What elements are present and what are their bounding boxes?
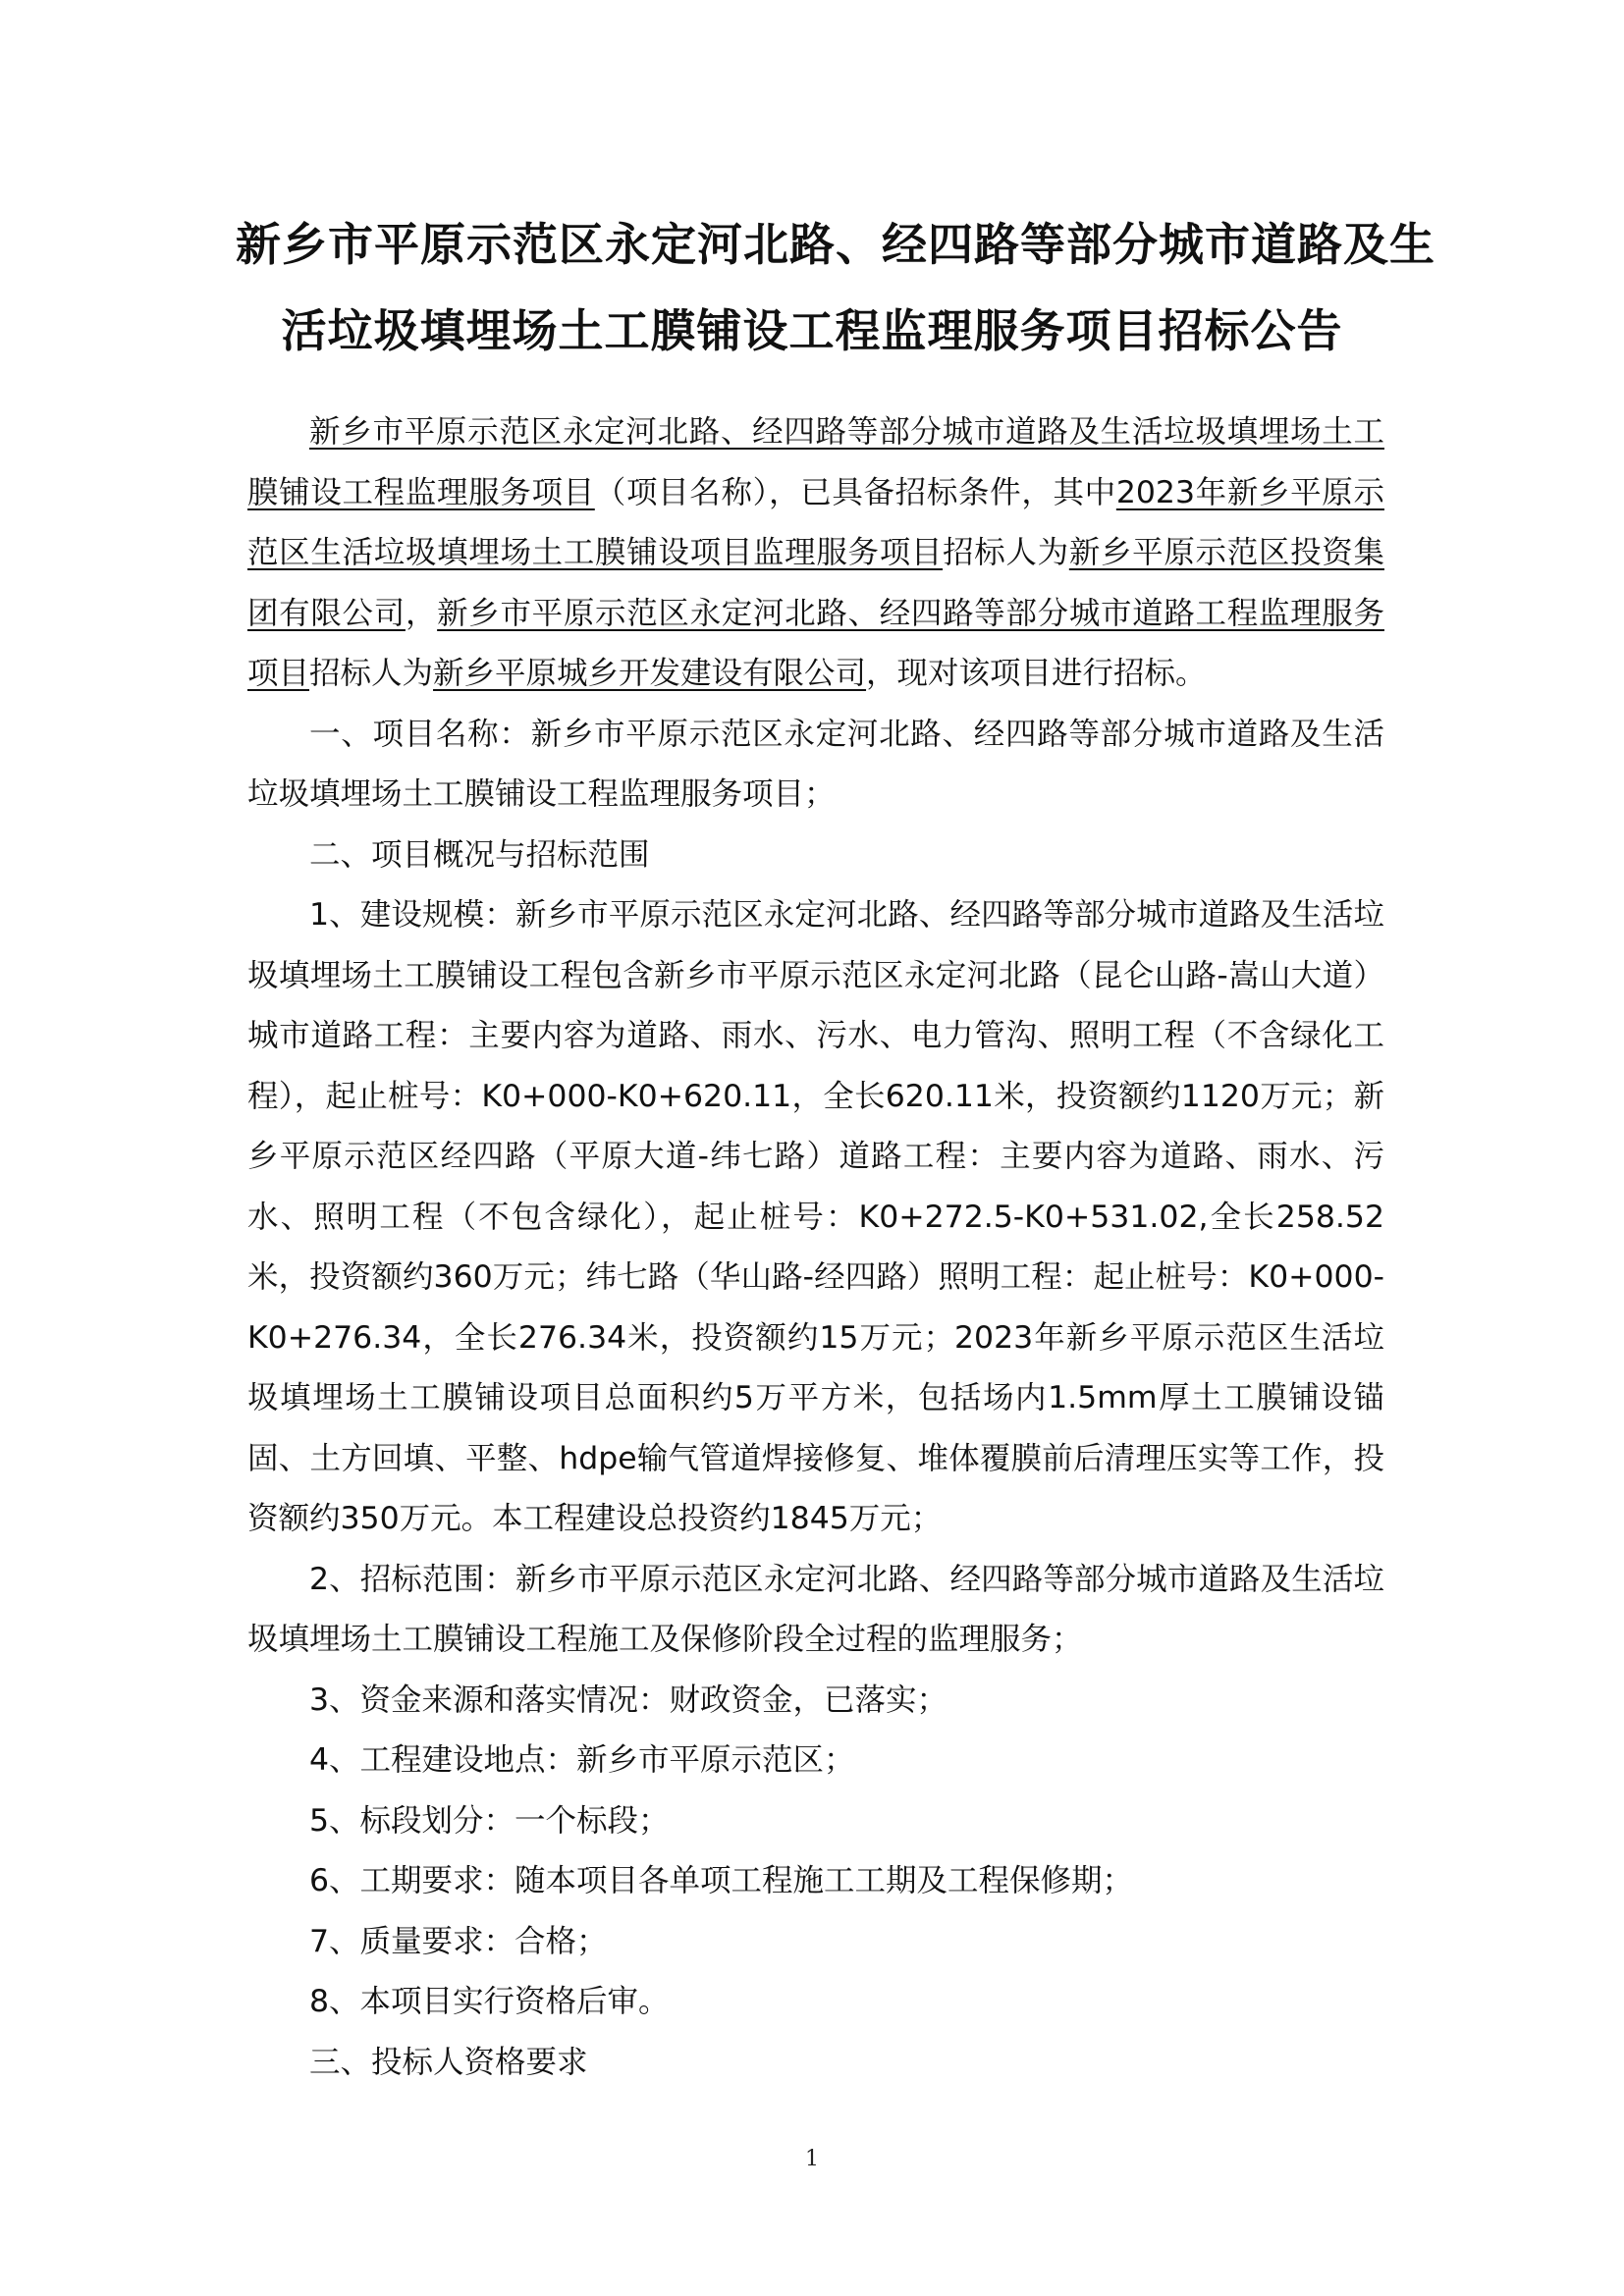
section-schedule: 6、工期要求：随本项目各单项工程施工工期及工程保修期；: [309, 1863, 1134, 1898]
section-lot-division: 5、标段划分：一个标段；: [309, 1802, 670, 1839]
section-qualification-review: 8、本项目实行资格后审。: [309, 1984, 670, 2019]
sub-project-2-underlined: 新乡市平原示范区永定河北路、经四路等部分城市道路工程监理服务项目: [247, 595, 1384, 691]
page-number: 1: [805, 2147, 819, 2171]
sub-project-1-underlined: 2023年新乡平原示范区生活垃圾填埋场土工膜铺设项目监理服务项目: [247, 474, 1384, 570]
intro-text-3: ，: [405, 595, 438, 631]
title-line-1: 新乡市平原示范区永定河北路、经四路等部分城市道路及生: [236, 218, 1435, 271]
section-funding-source: 3、资金来源和落实情况：财政资金，已落实；: [309, 1682, 948, 1718]
section-tender-scope: 2、招标范围：新乡市平原示范区永定河北路、经四路等部分城市道路及生活垃圾填埋场土工膜铺设工程施工及保修阶段全过程的监理服务；: [247, 1561, 1384, 1657]
intro-text-4: 招标人为: [309, 656, 434, 691]
section-bidder-requirements-heading: 三、投标人资格要求: [309, 2044, 588, 2080]
intro-text-2: 招标人为: [943, 535, 1069, 570]
intro-text-1: （项目名称），已具备招标条件，其中: [594, 474, 1116, 510]
section-overview-heading: 二、项目概况与招标范围: [309, 836, 650, 873]
project-name-underlined: 新乡市平原示范区永定河北路、经四路等部分城市道路及生活垃圾填埋场土工膜铺设工程监理服务项目: [247, 414, 1384, 510]
document-body: [247, 402, 1384, 2093]
section-project-name: 一、项目名称：新乡市平原示范区永定河北路、经四路等部分城市道路及生活垃圾填埋场土工膜铺设工程监理服务项目；: [247, 716, 1384, 812]
intro-text-5: ，现对该项目进行招标。: [866, 656, 1207, 691]
tenderer-1-underlined: 新乡平原示范区投资集团有限公司: [247, 535, 1384, 631]
section-construction-scale: 1、建设规模：新乡市平原示范区永定河北路、经四路等部分城市道路及生活垃圾填埋场土工膜铺设工程包含新乡市平原示范区永定河北路（昆仑山路-嵩山大道）城市道路工程：主要内容为道路、雨水、污水、电力管沟、照明工程（不含绿化工程），起止桩号：K0+000-K0+620.11，全长620.11米，投资额约1120万元；新乡平原示范区经四路（平原大道-纬七路）道路工程：主要内容为道路、雨水、污水、照明工程（不包含绿化），起止桩号：K0+272.5-K0+531.02,全长258.52米，投资额约360万元；纬七路（华山路-经四路）照明工程：起止桩号：K0+000-K0+276.34，全长276.34米，投资额约15万元；2023年新乡平原示范区生活垃圾填埋场土工膜铺设项目总面积约5万平方米，包括场内1.5mm厚土工膜铺设锚固、土方回填、平整、hdpe输气管道焊接修复、堆体覆膜前后清理压实等工作，投资额约350万元。本工程建设总投资约1845万元；: [247, 897, 1384, 1536]
intro-paragraph: [247, 402, 1384, 705]
page-title: [236, 201, 1435, 374]
tenderer-2-underlined: 新乡平原城乡开发建设有限公司: [433, 656, 867, 691]
section-location: 4、工程建设地点：新乡市平原示范区；: [309, 1742, 855, 1778]
title-line-2: 活垃圾填埋场土工膜铺设工程监理服务项目招标公告: [281, 304, 1343, 357]
section-quality: 7、质量要求：合格；: [309, 1923, 608, 1959]
